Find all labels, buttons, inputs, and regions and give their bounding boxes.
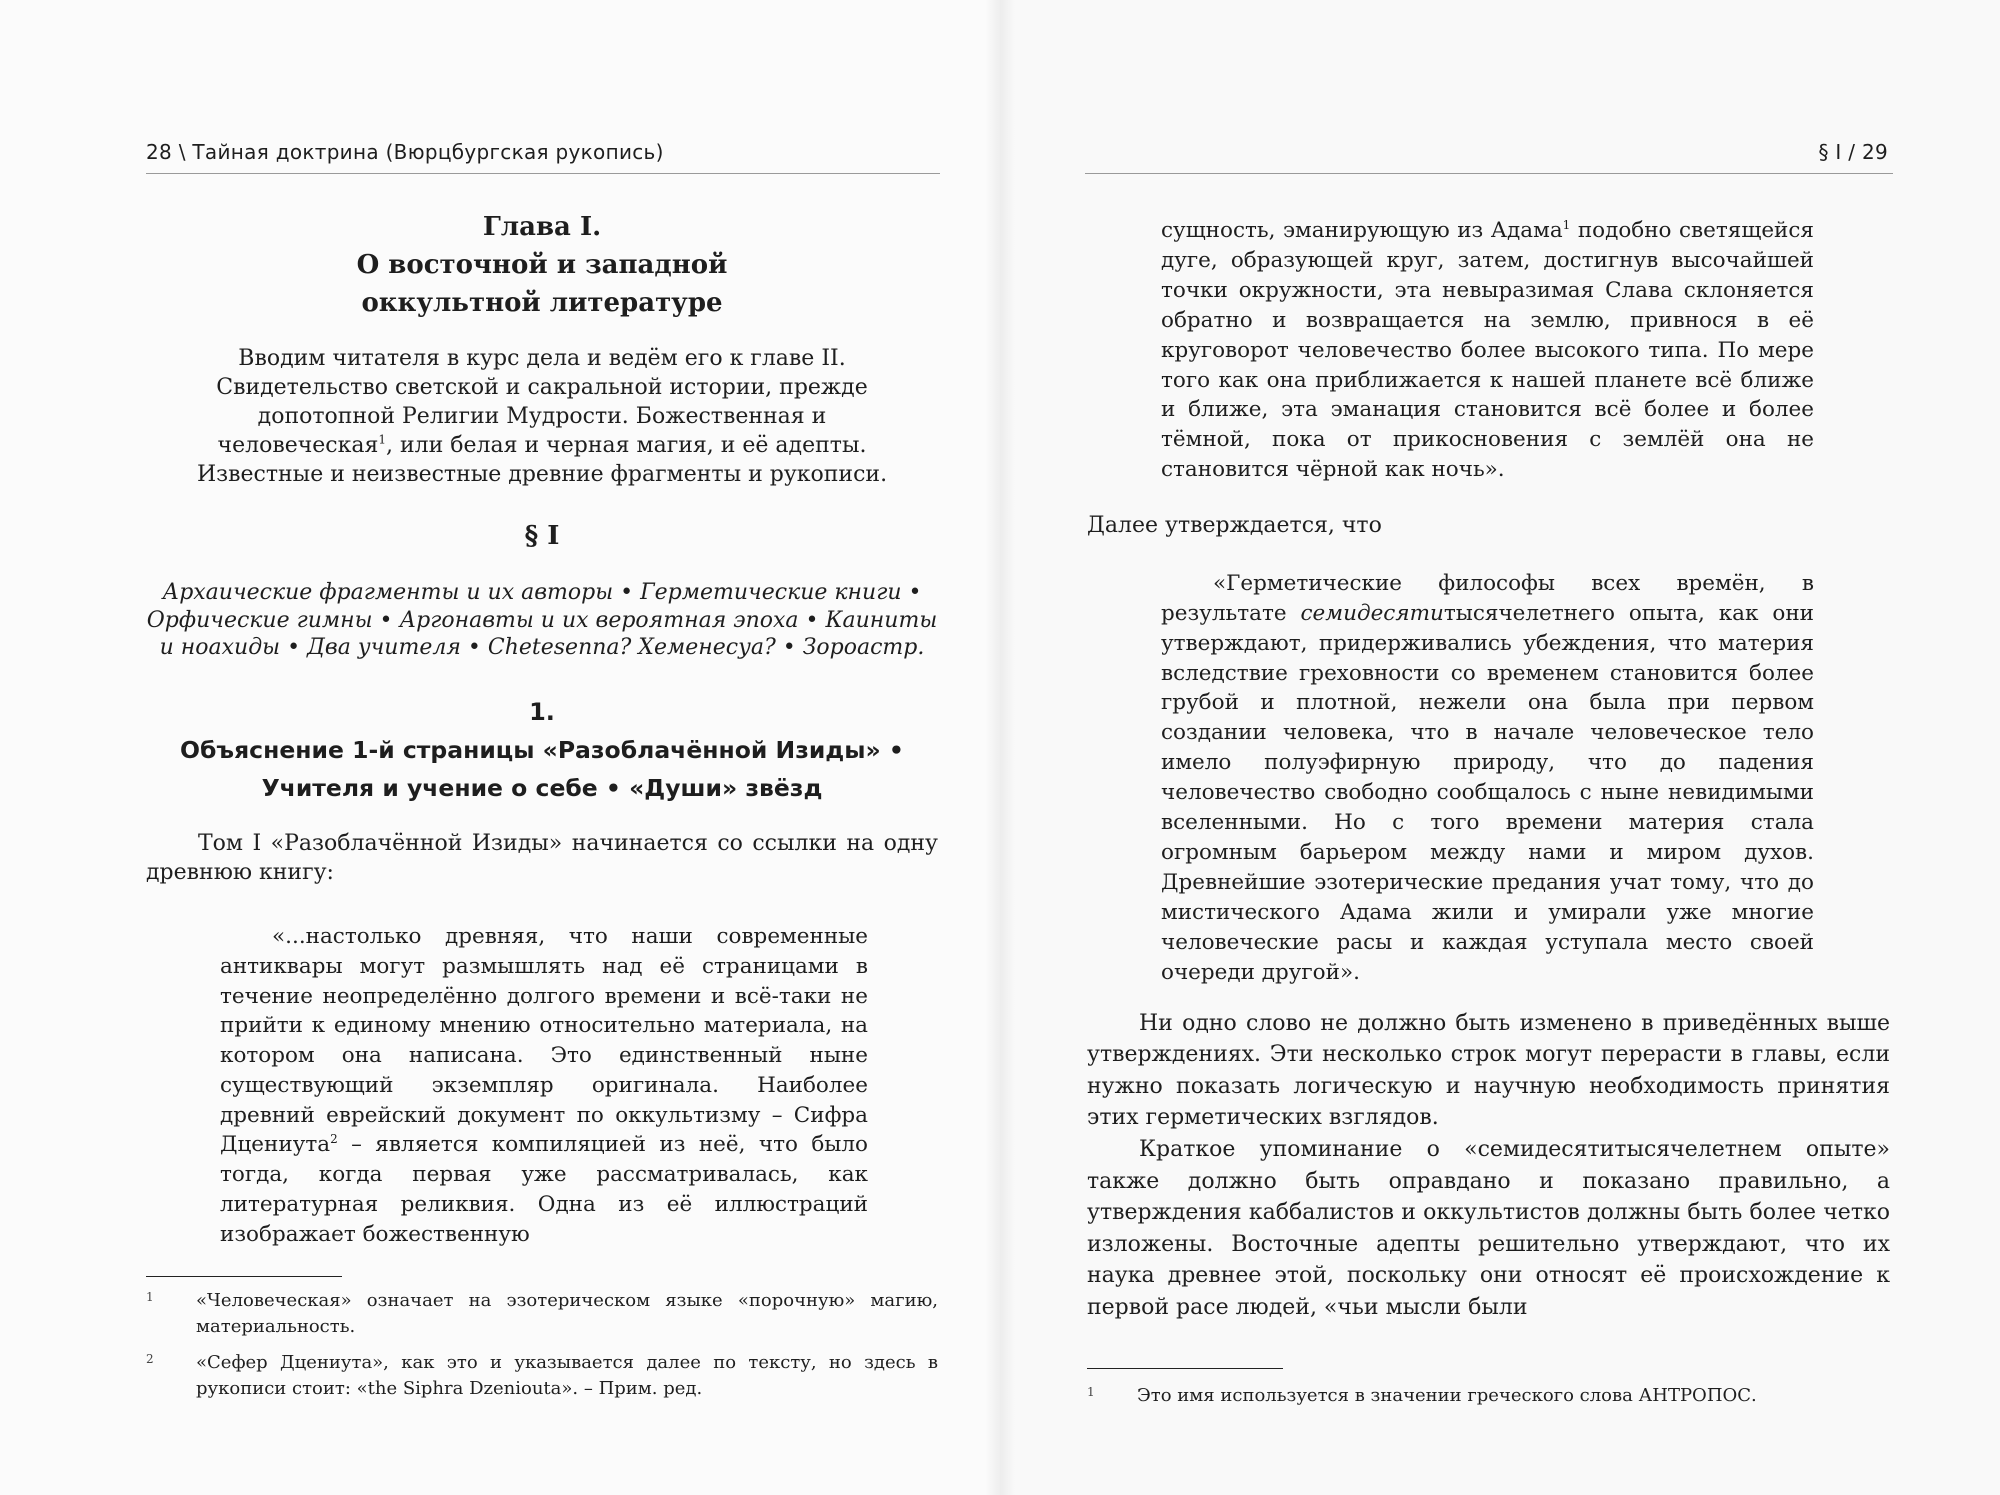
left-footnote-rule	[146, 1276, 342, 1277]
right-text-column	[1087, 216, 1890, 1323]
chapter-heading-line-2: О восточной и западной	[356, 250, 728, 280]
block-quote-text-a: «Герметические философы всех времён, в результате	[1161, 570, 1814, 626]
body-paragraph: Ни одно слово не должно быть изменено в приведённых выше утверждениях. Эти несколько строк могут перерасти в главы, если нужно показать логическую и научную необходимость принятия этих герметических взглядов.	[1087, 1010, 1890, 1131]
right-footnote-rule	[1087, 1368, 1283, 1369]
right-running-head: § I / 29	[1818, 140, 1888, 164]
footnote-number: 1	[146, 1290, 154, 1304]
chapter-summary-text-a: Вводим читателя в курс дела и ведём его к главе II. Свидетельство светской и сакральной истории, прежде допотопной Религии Мудрости. Божественная и человеческая	[216, 346, 868, 458]
book-gutter	[985, 0, 1015, 1495]
right-footnotes	[1087, 1383, 1890, 1419]
block-quote-text-a: «...настолько древняя, что наши современные антиквары могут размышлять над её страницами в течение неопределённо долгого времени и всё-таки не прийти к единому мнению относительно материала, на котором она написана. Это единственный ныне существующий экземпляр оригинала. Наиболее древний еврейский документ по оккультизму – Сифра Дцениута	[220, 923, 868, 1158]
footnote	[146, 1288, 938, 1340]
footnote-text: Это имя используется в значении греческого слова АНТРОПОС.	[1137, 1385, 1757, 1406]
left-running-head: 28 \ Тайная доктрина (Вюрцбургская рукопись)	[146, 140, 664, 164]
block-quote-continued-text-a: сущность, эманирующую из Адама	[1161, 218, 1563, 243]
footnote	[1087, 1383, 1890, 1409]
chapter-summary	[170, 344, 914, 489]
chapter-heading	[146, 208, 938, 322]
section-mark: § I	[524, 521, 560, 551]
subsection-title-line-1: Объяснение 1-й страницы «Разоблачённой Изиды» •	[180, 735, 904, 764]
chapter-heading-line-1: Глава I.	[482, 212, 602, 242]
block-quote-text-b: – является компиляцией из неё, что было тогда, когда первая уже рассматривалась, как литературная реликвия. Одна из её иллюстраций изображает божественную	[220, 1132, 868, 1247]
footnote-ref-2: 2	[330, 1132, 338, 1147]
left-head-rule	[146, 173, 940, 174]
subsection-title-line-2: Учителя и учение о себе • «Души» звёзд	[261, 773, 823, 802]
section-topics: Архаические фрагменты и их авторы • Герметические книги • Орфические гимны • Аргонавты и их вероятная эпоха • Каиниты и ноахиды • Два учителя • Chetesenna? Хеменесуа? • Зороастр.	[146, 580, 938, 660]
block-quote-text-b: тысячелетнего опыта, как они утверждают, придерживались убеждения, что материя вследствие греховности со временем становится более грубой и плотной, нежели она была при первом создании человека, что в начале человеческое тело имело полуэфирную природу, что до падения человечество свободно сообщалось с ныне невидимыми вселенными. Но с того времени материя стала огромным барьером между нами и миром духов. Древнейшие эзотерические предания учат тому, что до мистического Адама жили и умирали уже многие человеческие расы и каждая уступала место своей очереди другой».	[1161, 600, 1814, 985]
footnote-number: 2	[146, 1352, 154, 1366]
body-paragraph: Том I «Разоблачённой Изиды» начинается со ссылки на одну древнюю книгу:	[146, 830, 938, 886]
footnote-ref-1: 1	[378, 432, 386, 447]
block-quote-continued	[1161, 216, 1814, 485]
body-paragraph: Далее утверждается, что	[1087, 513, 1382, 539]
subsection-title	[146, 731, 938, 807]
footnote-ref-1: 1	[1562, 217, 1571, 232]
subsection-number: 1.	[529, 697, 555, 726]
footnote-text: «Сефер Дцениута», как это и указывается далее по тексту, но здесь в рукописи стоит: «the Siphra Dzeniouta». – Прим. ред.	[196, 1352, 938, 1399]
block-quote-emphasis: семидесяти	[1300, 600, 1444, 626]
right-head-rule	[1085, 173, 1893, 174]
footnote	[146, 1350, 938, 1402]
block-quote	[1161, 569, 1814, 988]
left-footnotes	[146, 1288, 938, 1412]
block-quote-continued-text-b: подобно светящейся дуге, образующей круг, затем, достигнув высочайшей точки окружности, эта невыразимая Слава склоняется обратно и возвращается на землю, привнося в её круговорот человечество более высокого типа. По мере того как она приближается к нашей планете всё ближе и ближе, эта эманация становится всё более и более тёмной, пока от прикосновения с землёй она не становится чёрной как ночь».	[1161, 218, 1814, 483]
body-paragraph: Краткое упоминание о «семидесятитысячелетнем опыте» также должно быть оправдано и показано правильно, а утверждения каббалистов и оккультистов должны быть более четко изложены. Восточные адепты решительно утверждают, что их наука древнее этой, поскольку они относят её происхождение к первой расе людей, «чьи мысли были	[1087, 1136, 1890, 1320]
footnote-number: 1	[1087, 1385, 1095, 1399]
chapter-summary-text-b: , или белая и черная магия, и её адепты. Известные и неизвестные древние фрагменты и рукописи.	[196, 433, 888, 487]
footnote-text: «Человеческая» означает на эзотерическом языке «порочную» магию, материальность.	[196, 1290, 938, 1337]
chapter-heading-line-3: оккультной литературе	[361, 288, 723, 318]
left-text-column	[146, 208, 938, 1250]
block-quote	[220, 922, 868, 1250]
